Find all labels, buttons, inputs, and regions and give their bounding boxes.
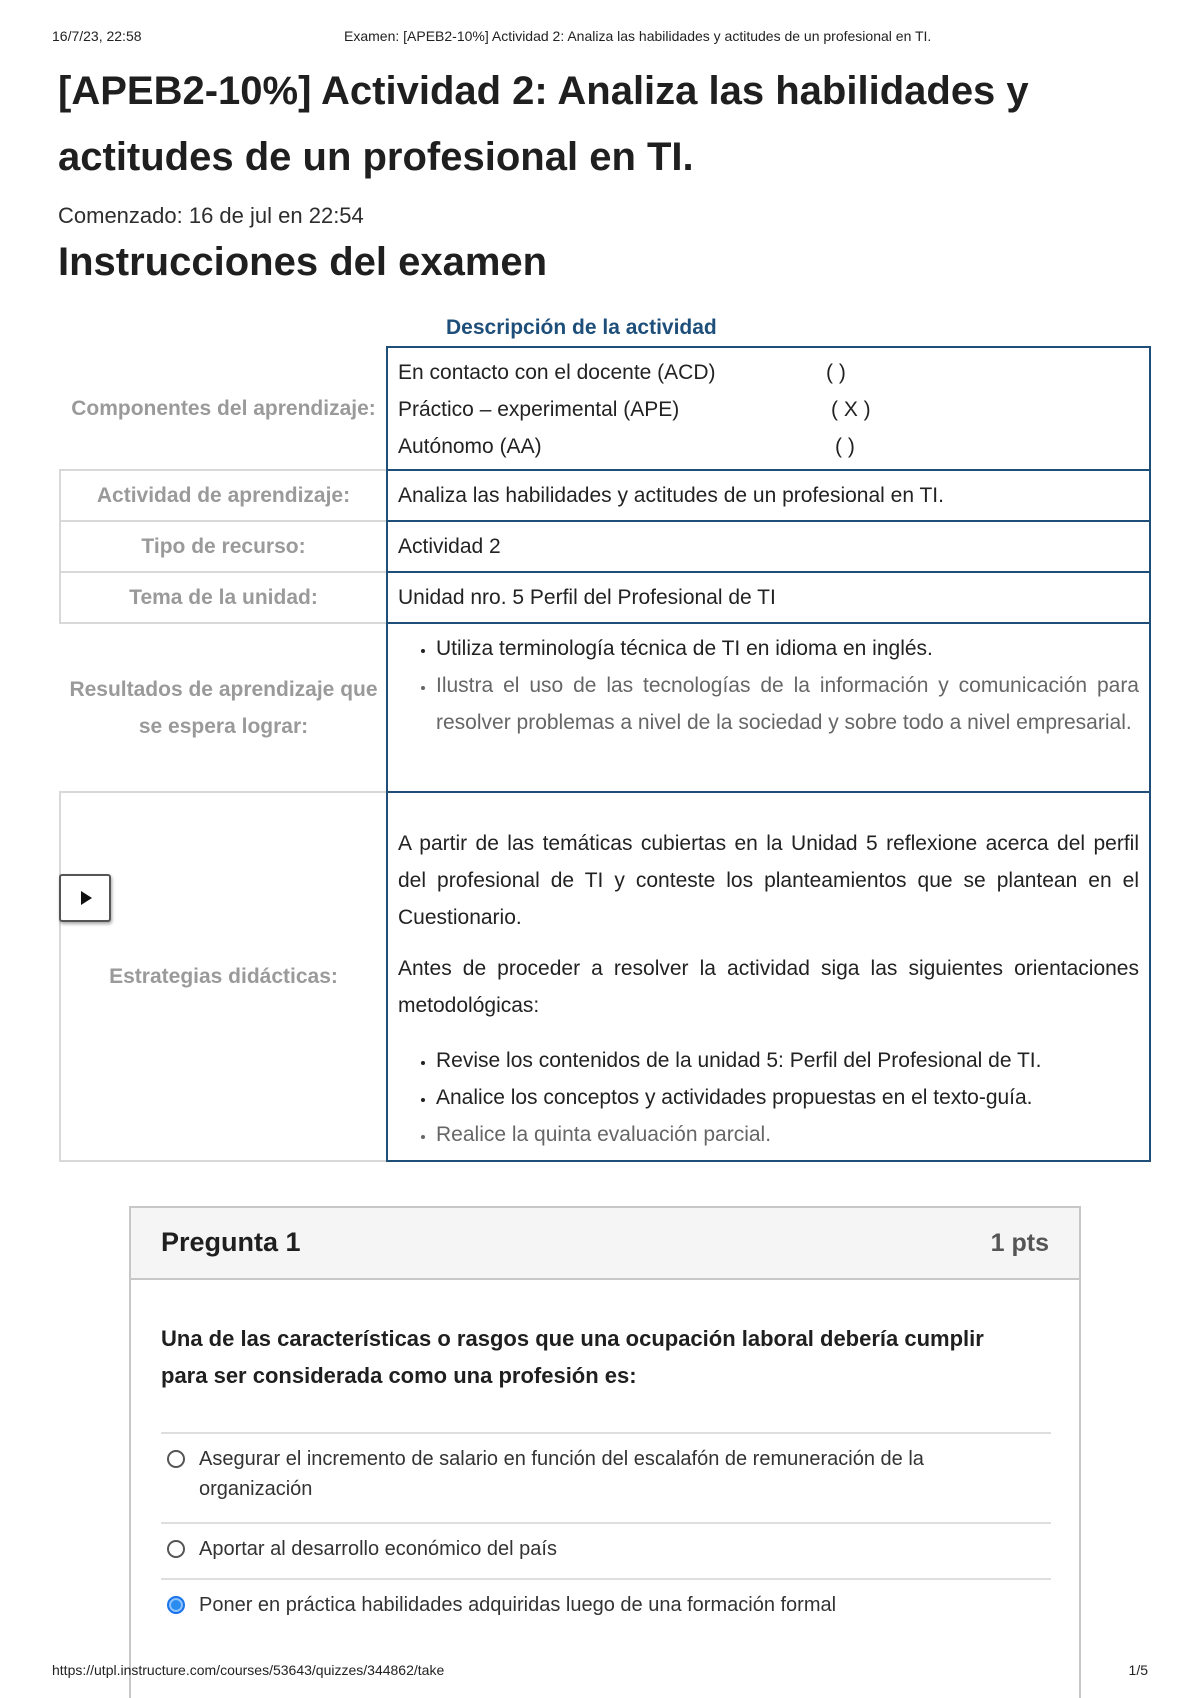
answer-option-3[interactable] [161, 1578, 1051, 1634]
learning-result-item: • Utiliza terminología técnica de TI en idioma en inglés. [436, 630, 1139, 667]
radio-button[interactable] [167, 1540, 185, 1558]
component-aa [398, 428, 1139, 465]
radio-button-selected[interactable] [167, 1596, 185, 1614]
component-acd-mark: ( ) [826, 361, 846, 384]
component-ape [398, 391, 1139, 428]
component-aa-mark: ( ) [835, 435, 855, 458]
learning-results-value [386, 622, 1151, 793]
play-button[interactable] [59, 874, 111, 922]
play-icon [81, 891, 92, 905]
component-acd-text: En contacto con el docente (ACD) [398, 361, 716, 384]
component-aa-text: Autónomo (AA) [398, 435, 542, 458]
question-card [129, 1206, 1081, 1698]
question-title: Pregunta 1 [161, 1227, 301, 1257]
learning-results-label: Resultados de aprendizaje que se espera lograr: [69, 677, 378, 738]
learning-result-item: • Ilustra el uso de las tecnologías de la información y comunicación para resolver problemas a nivel de la sociedad y sobre todo a nivel empresarial. [436, 667, 1139, 741]
learning-results-list [398, 630, 1139, 741]
answer-option-2[interactable] [161, 1522, 1051, 1578]
strategies-list [398, 1042, 1139, 1153]
strategy-item: • Analice los conceptos y actividades propuestas en el texto-guía. [436, 1079, 1139, 1116]
component-ape-mark: ( X ) [831, 398, 871, 421]
strategies-value [386, 791, 1151, 1162]
started-timestamp: Comenzado: 16 de jul en 22:54 [58, 203, 364, 228]
components-label: Componentes del aprendizaje: [71, 397, 376, 420]
print-page-number: 1/5 [1128, 1662, 1148, 1678]
answer-list [161, 1432, 1051, 1634]
strategy-item: • Revise los contenidos de la unidad 5: Perfil del Profesional de TI. [436, 1042, 1139, 1079]
answer-text: Asegurar el incremento de salario en función del escalafón de remuneración de la organización [199, 1448, 924, 1500]
strategies-label: Estrategias didácticas: [59, 791, 386, 1162]
print-url: https://utpl.instructure.com/courses/53643/quizzes/344862/take [52, 1662, 445, 1678]
unit-topic-label: Tema de la unidad: [59, 571, 386, 624]
resource-type-value: Actividad 2 [386, 520, 1151, 573]
question-text: Una de las características o rasgos que una ocupación laboral debería cumplir para ser considerada como una profesión es: [161, 1326, 984, 1388]
answer-text: Poner en práctica habilidades adquiridas luego de una formación formal [199, 1594, 837, 1616]
resource-type-label: Tipo de recurso: [59, 520, 386, 573]
strategies-paragraph: A partir de las temáticas cubiertas en la Unidad 5 reflexione acerca del perfil del profesional de TI y conteste los planteamientos que se plantean en el Cuestionario. [398, 832, 1139, 929]
component-ape-text: Práctico – experimental (APE) [398, 398, 680, 421]
print-page-title: Examen: [APEB2-10%] Actividad 2: Analiza las habilidades y actitudes de un profesional en TI. [344, 28, 932, 44]
components-value [386, 346, 1151, 471]
print-date: 16/7/23, 22:58 [52, 28, 142, 44]
instructions-heading: Instrucciones del examen [58, 240, 548, 284]
quiz-title: [APEB2-10%] Actividad 2: Analiza las habilidades y actitudes de un profesional en TI. [58, 69, 1029, 179]
answer-option-1[interactable] [161, 1432, 1051, 1522]
component-acd [398, 354, 1139, 391]
strategy-item: • Realice la quinta evaluación parcial. [436, 1116, 1139, 1153]
activity-description-title: Descripción de la actividad [446, 316, 717, 339]
learning-activity-label: Actividad de aprendizaje: [59, 469, 386, 522]
unit-topic-value: Unidad nro. 5 Perfil del Profesional de TI [386, 571, 1151, 624]
print-footer [52, 1662, 1148, 1682]
strategies-paragraph: Antes de proceder a resolver la actividad siga las siguientes orientaciones metodológicas: [398, 957, 1139, 1017]
radio-button[interactable] [167, 1450, 185, 1468]
question-points: 1 pts [990, 1229, 1049, 1257]
learning-activity-value: Analiza las habilidades y actitudes de un profesional en TI. [386, 469, 1151, 522]
question-header [131, 1208, 1079, 1280]
print-header [52, 28, 1148, 48]
answer-text: Aportar al desarrollo económico del país [199, 1538, 557, 1560]
